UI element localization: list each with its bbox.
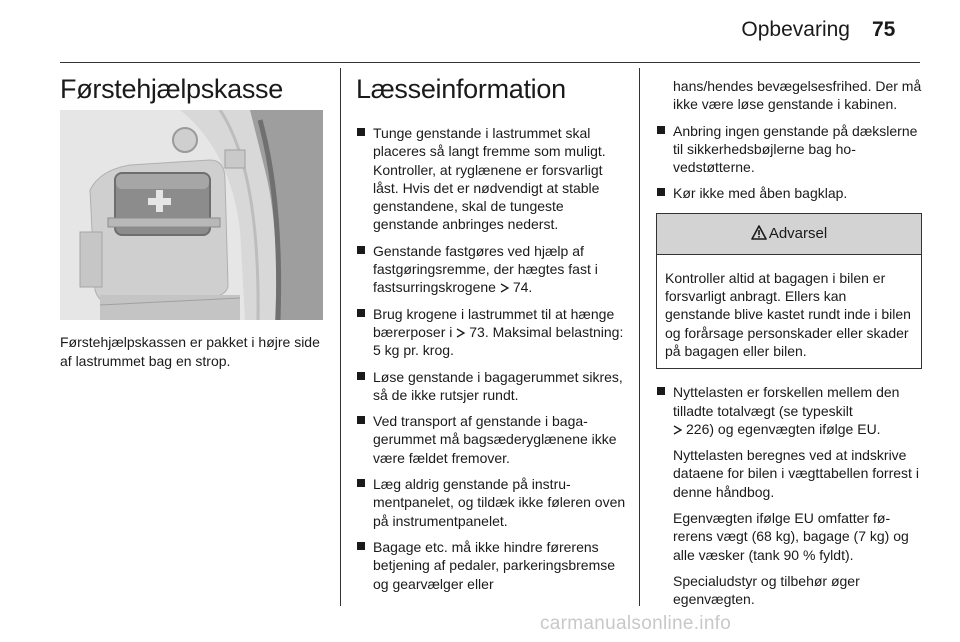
warning-title: Advarsel — [768, 224, 828, 242]
payload-paragraph: Egenvægten ifølge EU omfatter førerens vægt (68 kg), bagage (7 kg) og alle væsker (tank 90 % fyldt). — [673, 510, 909, 563]
list-item: Nyttelasten er forskellen mellem den tilladte totalvægt (se typeskilt 226) og egenvægten ifølge EU. — [656, 383, 922, 438]
list-item: Anbring ingen genstande på dækslerne til sikkerhedsbøjlerne bag hovedstøtterne. — [656, 122, 922, 177]
first-aid-kit-illustration — [60, 110, 323, 320]
header-divider — [60, 62, 920, 63]
page-reference[interactable]: 226) og egenvægten ifølge EU. — [686, 420, 881, 437]
page-reference-icon — [673, 425, 683, 435]
list-item: Tunge genstande i lastrummet skal placeres så langt fremme som muligt. Kontroller, at ryglænene er forsvarligt låst. Hvis det er nødvendigt at stable genstandene, skal de tungeste genstande anbringes nederst. — [356, 124, 626, 234]
bullet-icon — [357, 542, 365, 550]
bullet-icon — [357, 128, 365, 136]
first-aid-kit-photo — [60, 110, 323, 320]
list-item: Kør ikke med åben bagklap. — [656, 184, 922, 202]
bullet-icon — [357, 416, 365, 424]
column-divider-1 — [340, 68, 341, 606]
page-number: 75 — [872, 18, 896, 41]
running-header-title: Opbevaring — [741, 18, 850, 41]
bullet-icon — [357, 309, 365, 317]
list-item: Ved transport af genstande i bagagerummet må bagsæderyglænene ikke være fældet fremover. — [356, 412, 626, 467]
loading-info-list — [356, 124, 626, 601]
watermark: carmanualsonline.info — [540, 613, 732, 634]
list-item: Genstande fastgøres ved hjælp af fastgøringsremme, der hægtes fast i fastsurringskrogene 74. — [356, 242, 626, 297]
payload-paragraph: Nyttelasten beregnes ved at indskrive dataene for bilen i vægttabellen forrest i denne håndbog. — [673, 447, 919, 500]
bullet-icon — [357, 372, 365, 380]
warning-header — [657, 214, 921, 255]
page-reference[interactable]: 73. Maksimal belastning: 5 kg pr. krog. — [373, 323, 624, 359]
loading-info-heading: Læsseinformation — [356, 74, 566, 104]
payload-paragraph: Specialudstyr og tilbehør øger egenvægten. — [673, 572, 860, 608]
bullet-icon — [657, 188, 665, 196]
list-item: Læg aldrig genstande på instrumentpanelet, og tildæk ikke føleren oven på instrumentpanelet. — [356, 475, 626, 530]
bullet-icon — [357, 246, 365, 254]
first-aid-caption: Førstehjælpskassen er pakket i højre side af lastrummet bag en strop. — [60, 334, 320, 369]
list-item: Løse genstande i bagagerummet sikres, så de ikke rutsjer rundt. — [356, 368, 626, 405]
warning-box — [656, 213, 922, 369]
bullet-icon — [357, 479, 365, 487]
list-item: Brug krogene i lastrummet til at hænge bærerposer i 73. Maksimal belastning: 5 kg pr. krog. — [356, 305, 626, 360]
continued-text: hans/hendes bevægelsesfrihed. Der må ikke være løse genstande i kabinen. — [673, 78, 922, 113]
column-divider-2 — [639, 68, 640, 606]
first-aid-heading: Førstehjælpskasse — [60, 74, 283, 104]
bullet-icon — [657, 126, 665, 134]
list-item: Bagage etc. må ikke hindre førerens betjening af pedaler, parkeringsbremse og gearvælger eller — [356, 538, 626, 593]
page-reference-icon — [456, 328, 466, 338]
warning-text: Kontroller altid at bagagen i bilen er forsvarligt anbragt. Ellers kan genstande blive kastet rundt inde i bilen og forårsage personskader eller skader på bagagen eller bilen. — [665, 269, 911, 359]
page-reference-icon — [500, 283, 510, 293]
bullet-icon — [657, 387, 665, 395]
warning-triangle-icon — [751, 225, 767, 240]
column-3 — [656, 77, 922, 617]
page-reference[interactable]: 74. — [512, 279, 533, 296]
